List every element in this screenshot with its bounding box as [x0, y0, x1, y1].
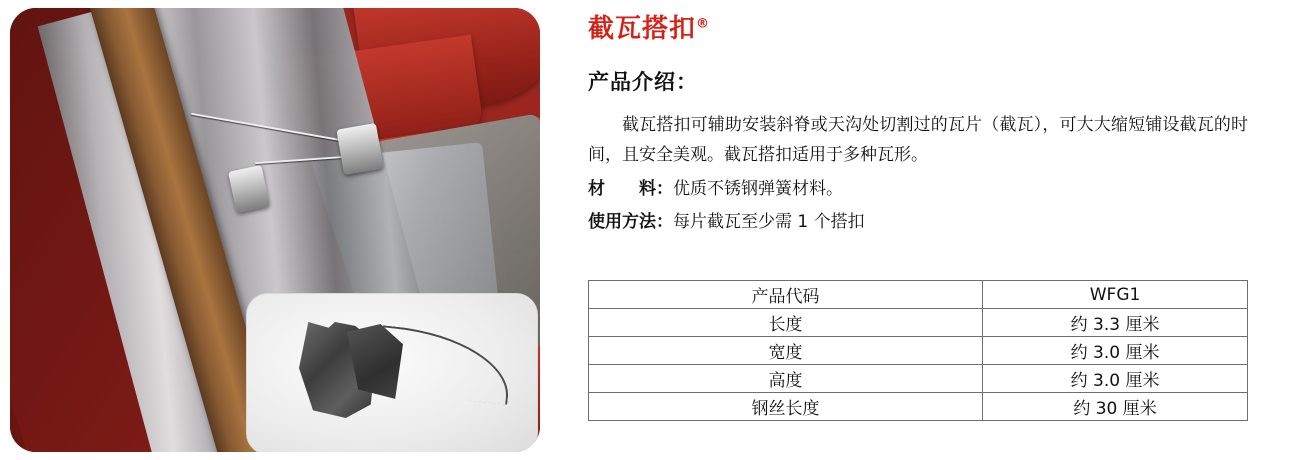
- material-label: 材 料：: [588, 179, 673, 199]
- usage-label: 使用方法：: [588, 212, 673, 232]
- specification-table: [588, 280, 1248, 421]
- product-info-panel: [588, 0, 1288, 460]
- spec-name: 钢丝长度: [589, 393, 983, 421]
- spec-name: 产品代码: [589, 281, 983, 309]
- product-title-text: 截瓦搭扣: [588, 14, 697, 44]
- table-row: [589, 365, 1248, 393]
- usage-line: [588, 208, 865, 236]
- spec-value: 约 3.0 厘米: [983, 365, 1248, 393]
- usage-value: 每片截瓦至少需 1 个搭扣: [673, 212, 865, 232]
- specification-table-body: [589, 281, 1248, 421]
- table-row: [589, 393, 1248, 421]
- registered-trademark-icon: ®: [696, 16, 711, 32]
- table-row: [589, 309, 1248, 337]
- material-line: [588, 175, 843, 203]
- section-heading: 产品介绍：: [588, 70, 698, 94]
- inset-product-closeup: [246, 293, 538, 452]
- table-row: [589, 337, 1248, 365]
- spec-name: 高度: [589, 365, 983, 393]
- material-value: 优质不锈钢弹簧材料。: [673, 179, 843, 199]
- spec-name: 长度: [589, 309, 983, 337]
- table-row: [589, 281, 1248, 309]
- page-title: [588, 8, 710, 45]
- spec-name: 宽度: [589, 337, 983, 365]
- product-description: 截瓦搭扣可辅助安装斜脊或天沟处切割过的瓦片（截瓦），可大大缩短铺设截瓦的时间，且安全美观。截瓦搭扣适用于多种瓦形。: [588, 115, 1248, 165]
- spec-value: 约 3.3 厘米: [983, 309, 1248, 337]
- spec-value: 约 3.0 厘米: [983, 337, 1248, 365]
- main-product-photo: [10, 8, 540, 452]
- tile-clip: [336, 123, 383, 175]
- spec-value: WFG1: [983, 281, 1248, 309]
- spec-value: 约 30 厘米: [983, 393, 1248, 421]
